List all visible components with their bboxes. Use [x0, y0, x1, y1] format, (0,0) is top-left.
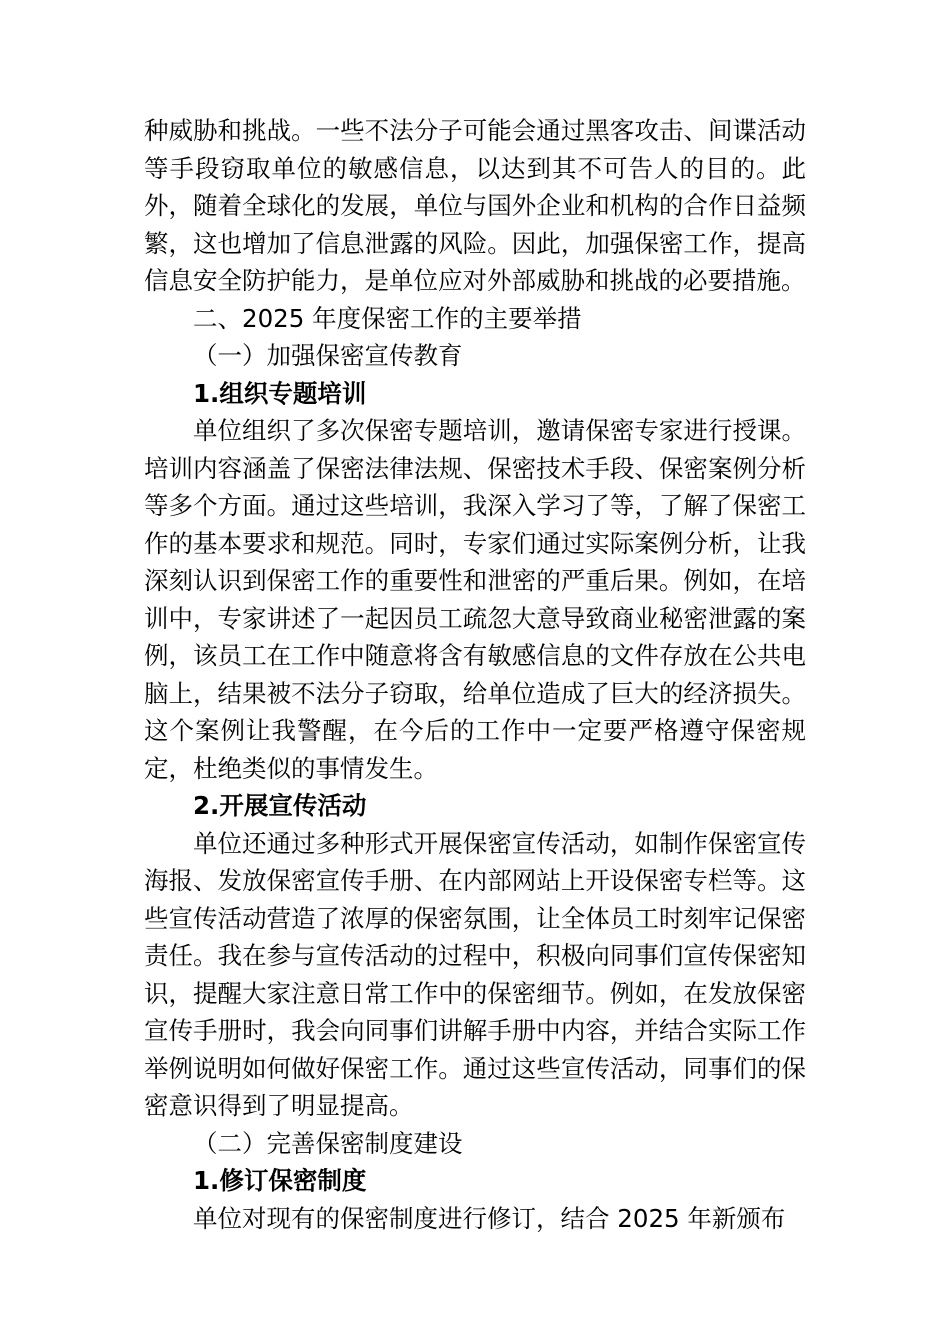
item-heading-training: 1.组织专题培训 — [193, 378, 367, 408]
subsection-heading-2: （二）完善保密制度建设 — [193, 1128, 463, 1158]
item-heading-revise-rules: 1.修订保密制度 — [193, 1166, 367, 1195]
paragraph-intro-continuation: 种威胁和挑战。一些不法分子可能会通过黑客攻击、间谍活动等手段窃取单位的敏感信息，以达到其不可告人的目的。此外，随着全球化的发展，单位与国外企业和机构的合作日益频繁，这也增加了信息泄露的风险。因此，加强保密工作，提高信息安全防护能力，是单位应对外部威胁和挑战的必要措施。 — [144, 116, 806, 295]
paragraph-revise-rules: 单位对现有的保密制度进行修订，结合 2025 年新颁布 — [193, 1203, 786, 1233]
paragraph-training: 单位组织了多次保密专题培训，邀请保密专家进行授课。培训内容涵盖了保密法律法规、保密技术手段、保密案例分析等多个方面。通过这些培训，我深入学习了等，了解了保密工作的基本要求和规范。同时，专家们通过实际案例分析，让我深刻认识到保密工作的重要性和泄密的严重后果。例如，在培训中，专家讲述了一起因员工疏忽大意导致商业秘密泄露的案例，该员工在工作中随意将含有敏感信息的文件存放在公共电脑上，结果被不法分子窃取，给单位造成了巨大的经济损失。这个案例让我警醒，在今后的工作中一定要严格遵守保密规定，杜绝类似的事情发生。 — [144, 416, 806, 783]
document-page — [144, 112, 806, 1237]
paragraph-publicity: 单位还通过多种形式开展保密宣传活动，如制作保密宣传海报、发放保密宣传手册、在内部网站上开设保密专栏等。这些宣传活动营造了浓厚的保密氛围，让全体员工时刻牢记保密责任。我在参与宣传活动的过程中，积极向同事们宣传保密知识，提醒大家注意日常工作中的保密细节。例如，在发放保密宣传手册时，我会向同事们讲解手册中内容，并结合实际工作举例说明如何做好保密工作。通过这些宣传活动，同事们的保密意识得到了明显提高。 — [144, 828, 806, 1120]
subsection-heading-1: （一）加强保密宣传教育 — [193, 341, 463, 370]
item-heading-publicity: 2.开展宣传活动 — [193, 791, 367, 820]
section-heading-2: 二、2025 年度保密工作的主要举措 — [193, 303, 582, 333]
